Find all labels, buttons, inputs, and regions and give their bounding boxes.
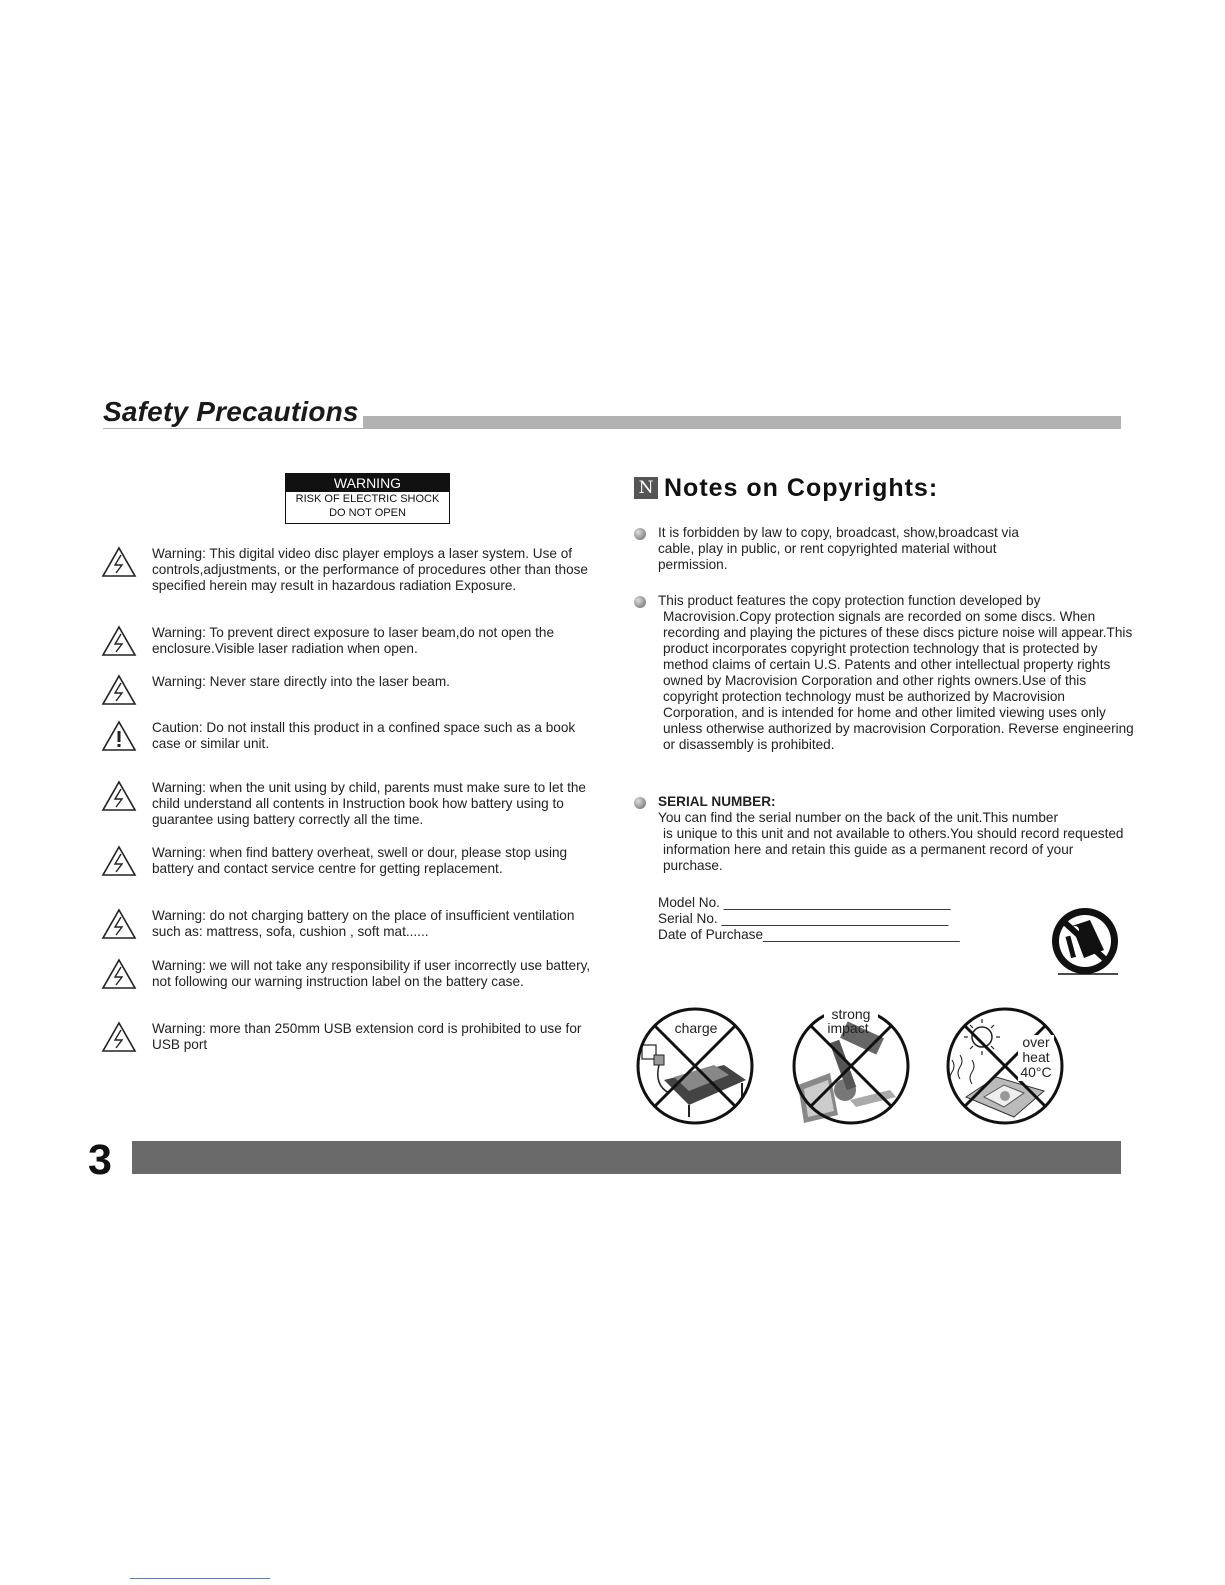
strong-label: strong — [831, 1006, 871, 1022]
no-charge-hazard-icon — [634, 1005, 756, 1127]
lightning-triangle-icon — [101, 780, 137, 812]
warning-label-line2: DO NOT OPEN — [329, 507, 406, 519]
warning-label — [285, 473, 450, 524]
over-label: over — [1022, 1034, 1050, 1050]
serial-number-section — [658, 794, 1138, 874]
lightning-triangle-icon — [101, 546, 137, 578]
date-of-purchase-field: Date of Purchase__________________________ — [658, 927, 960, 942]
warning-text: Warning: more than 250mm USB extension cord is prohibited to use for USB port — [152, 1021, 582, 1052]
warning-text: Warning: To prevent direct exposure to laser beam,do not open the enclosure.Visible laser radiation when open. — [152, 625, 555, 656]
copyright-para2-rest: Macrovision.Copy protection signals are recorded on some discs. When recording and playing the pictures of these discs picture noise will appear.This product incorporates copyright protection technology that is protected by method claims of certain U.S. Patents and other intellectual property rights owned by Macrovision Corporation and other rights owners.Use of this copyright protection technology must be authorized by Macrovision Corporation, and is intended for home and other limited viewing uses only unless otherwise authorized by macrovision Corporation. Reverse engineering or disassembly is prohibited. — [663, 609, 1134, 752]
warning-text: Caution: Do not install this product in a confined space such as a book case or similar unit. — [152, 720, 576, 751]
lightning-triangle-icon — [101, 625, 137, 657]
serial-line1: You can find the serial number on the back of the unit.This number — [658, 810, 1058, 825]
copyright-para1 — [658, 525, 1128, 573]
lightning-triangle-icon — [101, 845, 137, 877]
warning-text: Warning: Never stare directly into the laser beam. — [152, 674, 450, 689]
no-strong-impact-hazard-icon — [790, 1005, 912, 1127]
heat-label: heat — [1022, 1049, 1050, 1065]
bullet-icon — [634, 797, 646, 809]
section-icon: N — [634, 477, 658, 499]
copyright-title: Notes on Copyrights: — [664, 474, 939, 502]
cart-tipover-warning-icon — [1048, 906, 1122, 980]
warning-text: Warning: when the unit using by child, parents must make sure to let the child understand all contents in Instruction book how battery using to guarantee using battery correctly all the time. — [152, 780, 586, 827]
warning-text: Warning: we will not take any responsibility if user incorrectly use battery, not following our warning instruction label on the battery case. — [152, 958, 591, 989]
lightning-triangle-icon — [101, 1021, 137, 1053]
copyright-para1-line1: It is forbidden by law to copy, broadcast, show,broadcast via — [658, 525, 1019, 540]
no-overheat-hazard-icon — [944, 1005, 1066, 1127]
model-number-field: Model No. ______________________________ — [658, 895, 951, 910]
warning-label-header: WARNING — [286, 474, 449, 492]
serial-heading: SERIAL NUMBER: — [658, 794, 776, 809]
serial-number-field: Serial No. ______________________________ — [658, 911, 949, 926]
warning-text: Warning: when find battery overheat, swell or dour, please stop using battery and contact service centre for getting replacement. — [152, 845, 568, 876]
warning-label-line1: RISK OF ELECTRIC SHOCK — [295, 493, 440, 505]
lightning-triangle-icon — [101, 958, 137, 990]
copyright-para1-rest: cable, play in public, or rent copyrighted material without permission. — [658, 541, 997, 572]
lightning-triangle-icon — [101, 674, 137, 706]
exclamation-triangle-icon — [101, 720, 137, 752]
charge-label: charge — [674, 1020, 718, 1036]
warning-text: Warning: do not charging battery on the place of insufficient ventilation such as: mattress, sofa, cushion , soft mat...... — [152, 908, 575, 939]
impact-label: impact — [827, 1020, 869, 1036]
page-number: 3 — [88, 1136, 112, 1184]
footer-bar — [132, 1141, 1121, 1174]
serial-rest: is unique to this unit and not available to others.You should record requested information here and retain this guide as a permanent record of your purchase. — [663, 826, 1124, 873]
page-title: Safety Precautions — [103, 396, 363, 428]
lightning-triangle-icon — [101, 908, 137, 940]
copyright-para2 — [658, 593, 1148, 753]
bullet-icon — [634, 596, 646, 608]
bullet-icon — [634, 528, 646, 540]
copyright-para2-line1: This product features the copy protection function developed by — [658, 593, 1041, 608]
temperature-label: 40°C — [1020, 1064, 1052, 1080]
warning-text: Warning: This digital video disc player employs a laser system. Use of controls,adjustments, or the performance of procedures other than those specified herein may result in hazardous radiation Exposure. — [152, 546, 588, 593]
footer-underline — [130, 1578, 270, 1579]
